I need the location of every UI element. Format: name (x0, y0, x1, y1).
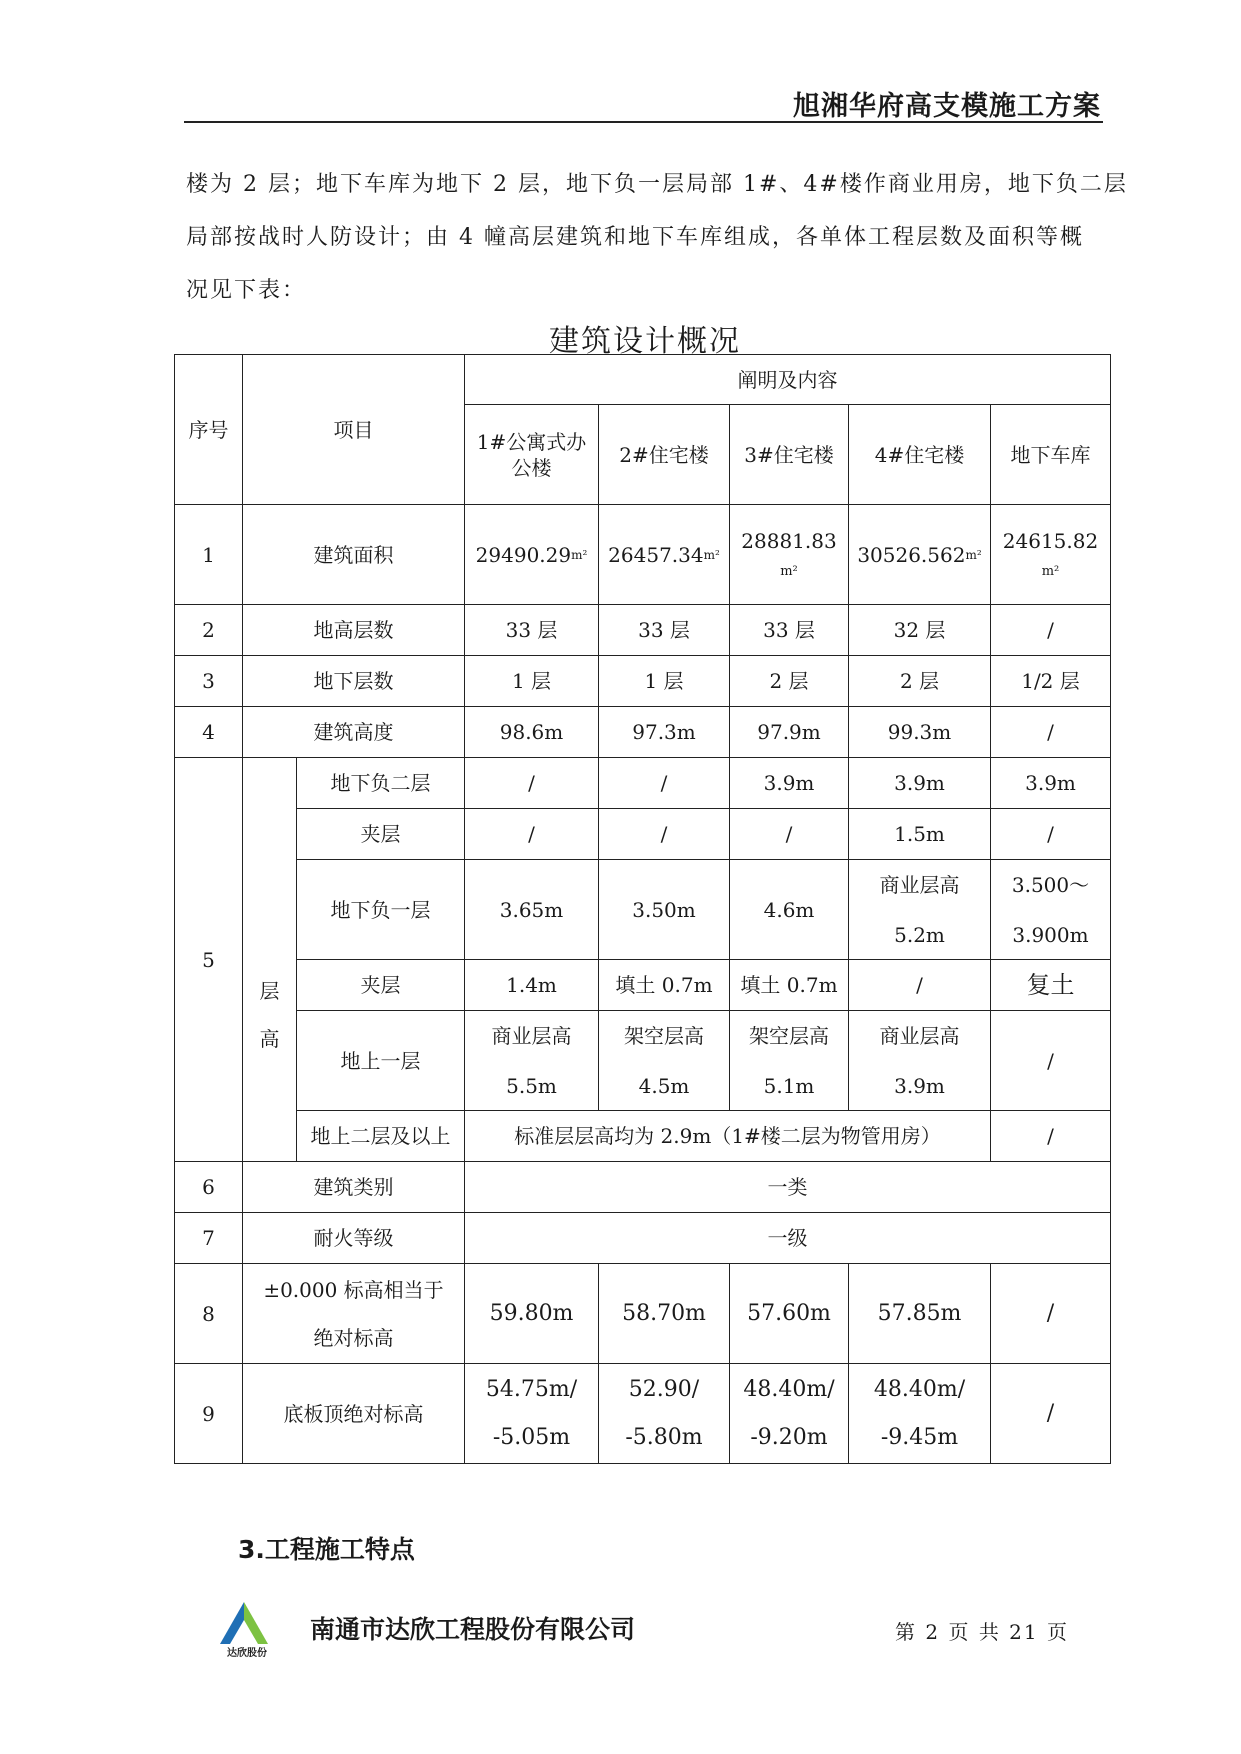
row-subitem: 地上一层 (297, 1011, 465, 1111)
intro-line: 局部按战时人防设计；由 4 幢高层建筑和地下车库组成，各单体工程层数及面积等概 (186, 225, 1084, 250)
table-cell: 1.4m (465, 960, 599, 1011)
table-cell-merged: 一级 (465, 1213, 1111, 1264)
table-cell: 3.50m (599, 860, 730, 960)
table-row (175, 1162, 1111, 1213)
cell-line: 5.2m (894, 922, 945, 947)
table-cell: 复土 (991, 960, 1111, 1011)
table-cell: 2 层 (730, 656, 849, 707)
table-cell: 57.60m (730, 1264, 849, 1364)
table-cell: 1 层 (465, 656, 599, 707)
cell-line: 架空层高 (624, 1023, 704, 1048)
table-cell: 3.9m (849, 758, 991, 809)
cell-line: -9.45m (880, 1424, 959, 1450)
cell-line: 54.75m/ (485, 1376, 578, 1402)
intro-paragraph (186, 158, 1128, 317)
cell-line: 3.9m (894, 1073, 945, 1098)
table-cell (465, 1011, 599, 1111)
table-cell: / (991, 605, 1111, 656)
row-seq: 2 (175, 605, 243, 656)
table-cell: 33 层 (599, 605, 730, 656)
cell-line: 商业层高 (879, 1023, 960, 1048)
table-row (175, 1011, 1111, 1111)
table-cell: / (599, 758, 730, 809)
table-row (175, 1213, 1111, 1264)
cell-line: 3.500～ (1011, 872, 1090, 897)
table-cell: / (465, 809, 599, 860)
table-cell: 3.9m (730, 758, 849, 809)
table-cell: / (991, 1264, 1111, 1364)
table-cell (599, 505, 730, 605)
table-row (175, 758, 1111, 809)
row-subitem: 地上二层及以上 (297, 1111, 465, 1162)
table-cell: / (599, 809, 730, 860)
cell-line: 商业层高 (491, 1023, 572, 1048)
col-header-desc: 阐明及内容 (465, 355, 1111, 405)
cell-line: 48.40m/ (873, 1376, 966, 1402)
intro-line: 楼为 2 层；地下车库为地下 2 层，地下负一层局部 1#、4#楼作商业用房，地下负二层 (186, 172, 1128, 197)
row-item: 底板顶绝对标高 (243, 1364, 465, 1464)
col-header-building-4: 4#住宅楼 (849, 405, 991, 505)
table-cell (599, 1364, 730, 1464)
table-cell: 3.65m (465, 860, 599, 960)
document-header-title: 旭湘华府高支模施工方案 (793, 91, 1101, 122)
table-cell: 1/2 层 (991, 656, 1111, 707)
table-cell: / (991, 707, 1111, 758)
table-row (175, 355, 1111, 405)
building-design-table (174, 354, 1111, 1464)
area-unit: m² (1041, 563, 1060, 579)
table-cell-merged: 一类 (465, 1162, 1111, 1213)
page-number: 第 2 页 共 21 页 (895, 1620, 1069, 1644)
table-cell: / (849, 960, 991, 1011)
table-cell: 填土 0.7m (599, 960, 730, 1011)
col-header-building-3: 3#住宅楼 (730, 405, 849, 505)
table-row (175, 860, 1111, 960)
table-cell: 33 层 (730, 605, 849, 656)
row-seq: 5 (175, 758, 243, 1162)
table-cell: / (991, 1364, 1111, 1464)
table-row (175, 656, 1111, 707)
footer-company-name: 南通市达欣工程股份有限公司 (310, 1615, 636, 1644)
area-value: 24615.82 (1002, 528, 1099, 553)
table-row (175, 605, 1111, 656)
area-unit: m² (571, 547, 588, 562)
cell-line: 4.5m (638, 1073, 690, 1098)
row-subitem: 夹层 (297, 960, 465, 1011)
table-cell: 32 层 (849, 605, 991, 656)
area-unit: m² (703, 547, 720, 562)
row-item: 建筑类别 (243, 1162, 465, 1213)
table-cell: 98.6m (465, 707, 599, 758)
cell-line: 架空层高 (749, 1023, 829, 1048)
group-label-char: 高 (259, 1026, 280, 1051)
table-cell (849, 1364, 991, 1464)
row-group-floor-height (243, 758, 297, 1162)
row-item: 建筑面积 (243, 505, 465, 605)
table-cell: / (991, 809, 1111, 860)
col-header-building-2: 2#住宅楼 (599, 405, 730, 505)
row-item: 建筑高度 (243, 707, 465, 758)
area-unit: m² (965, 547, 982, 562)
table-row (175, 1364, 1111, 1464)
row-subitem: 夹层 (297, 809, 465, 860)
cell-line: 48.40m/ (743, 1376, 835, 1402)
table-cell (991, 505, 1111, 605)
table-cell: 97.9m (730, 707, 849, 758)
area-unit: m² (780, 563, 798, 579)
row-seq: 1 (175, 505, 243, 605)
table-cell (991, 860, 1111, 960)
col-header-building-1: 1#公寓式办公楼 (465, 405, 599, 505)
cell-line: -5.80m (625, 1424, 703, 1450)
table-cell: 1.5m (849, 809, 991, 860)
table-cell: / (991, 1111, 1111, 1162)
row-item: 地高层数 (243, 605, 465, 656)
table-cell (849, 1011, 991, 1111)
table-cell (599, 1011, 730, 1111)
table-cell (849, 860, 991, 960)
table-row (175, 960, 1111, 1011)
table-cell: 58.70m (599, 1264, 730, 1364)
table-row (175, 809, 1111, 860)
area-value: 29490.29 (475, 542, 572, 567)
col-header-seq: 序号 (175, 355, 243, 505)
table-cell (465, 1364, 599, 1464)
cell-line: 52.90/ (628, 1376, 700, 1402)
table-row (175, 707, 1111, 758)
table-cell (465, 505, 599, 605)
cell-line: ±0.000 标高相当于 (263, 1277, 444, 1302)
table-cell: 2 层 (849, 656, 991, 707)
row-subitem: 地下负二层 (297, 758, 465, 809)
intro-line: 况见下表： (186, 278, 307, 303)
table-cell: 4.6m (730, 860, 849, 960)
table-cell: 填土 0.7m (730, 960, 849, 1011)
table-cell: 59.80m (465, 1264, 599, 1364)
row-seq: 4 (175, 707, 243, 758)
group-label-char: 层 (259, 978, 280, 1003)
col-header-garage: 地下车库 (991, 405, 1111, 505)
table-cell (849, 505, 991, 605)
cell-line: -5.05m (492, 1424, 571, 1450)
table-cell: / (730, 809, 849, 860)
area-value: 26457.34 (608, 542, 704, 567)
row-seq: 7 (175, 1213, 243, 1264)
section-heading: 3.工程施工特点 (238, 1535, 415, 1564)
table-cell: / (991, 1011, 1111, 1111)
row-subitem: 地下负一层 (297, 860, 465, 960)
table-cell: / (465, 758, 599, 809)
table-cell: 57.85m (849, 1264, 991, 1364)
row-seq: 8 (175, 1264, 243, 1364)
table-row (175, 505, 1111, 605)
table-title: 建筑设计概况 (549, 324, 741, 359)
cell-line: 商业层高 (879, 872, 960, 897)
cell-line: 5.5m (506, 1073, 557, 1098)
logo-text: 达欣股份 (227, 1648, 267, 1659)
table-cell: 99.3m (849, 707, 991, 758)
table-cell-merged: 标准层层高均为 2.9m（1#楼二层为物管用房） (465, 1111, 991, 1162)
col-header-item: 项目 (243, 355, 465, 505)
table-cell (730, 1011, 849, 1111)
row-seq: 3 (175, 656, 243, 707)
area-value: 30526.562 (857, 542, 966, 567)
table-cell: 1 层 (599, 656, 730, 707)
table-cell (730, 505, 849, 605)
table-row (175, 1111, 1111, 1162)
area-value: 28881.83 (741, 528, 837, 553)
table-cell: 33 层 (465, 605, 599, 656)
table-cell (730, 1364, 849, 1464)
cell-line: 绝对标高 (313, 1325, 394, 1350)
row-seq: 6 (175, 1162, 243, 1213)
table-row (175, 1264, 1111, 1364)
row-item: 地下层数 (243, 656, 465, 707)
row-item (243, 1264, 465, 1364)
row-seq: 9 (175, 1364, 243, 1464)
table-cell: 3.9m (991, 758, 1111, 809)
cell-line: 5.1m (763, 1073, 815, 1098)
header-divider (184, 121, 1103, 123)
table-cell: 97.3m (599, 707, 730, 758)
row-item: 耐火等级 (243, 1213, 465, 1264)
cell-line: 3.900m (1012, 922, 1089, 947)
cell-line: -9.20m (750, 1424, 828, 1450)
